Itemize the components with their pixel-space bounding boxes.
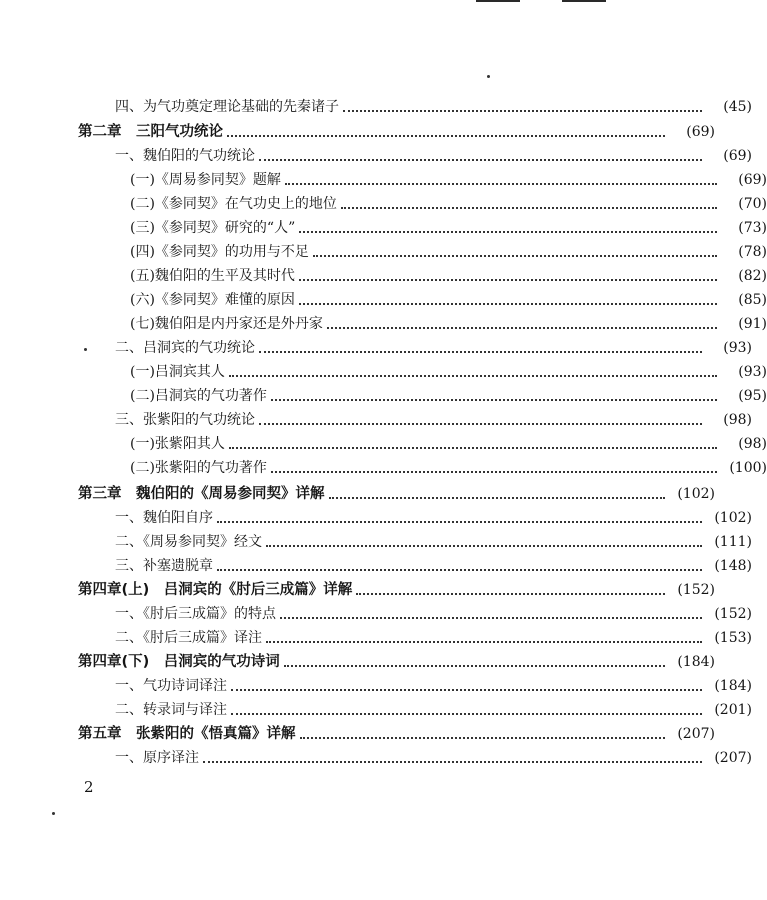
toc-entry-row — [0, 287, 767, 309]
toc-entry-title: 第四章(上) 吕洞宾的《肘后三成篇》详解 — [78, 582, 353, 598]
dot-leader — [229, 447, 717, 449]
toc-entry-title: 第四章(下) 吕洞宾的气功诗词 — [78, 654, 280, 670]
dot-leader — [229, 375, 717, 377]
toc-entry-page: (111) — [714, 534, 752, 550]
dot-leader — [271, 399, 717, 401]
scan-speck — [52, 812, 55, 815]
dot-leader — [231, 713, 702, 715]
toc-entry-page: (98) — [723, 412, 752, 428]
toc-entry-page: (148) — [714, 558, 752, 574]
toc-chapter-row — [0, 481, 715, 503]
toc-entry-row — [0, 239, 767, 261]
toc-entry-row — [0, 335, 752, 357]
toc-entry-page: (78) — [738, 244, 767, 260]
toc-entry-row — [0, 311, 767, 333]
scan-edge-mark-right — [562, 0, 606, 2]
dot-leader — [343, 110, 702, 112]
toc-entry-title: 一、魏伯阳的气功统论 — [115, 148, 255, 164]
toc-entry-title: 三、补塞遗脱章 — [115, 558, 213, 574]
toc-entry-page: (93) — [723, 340, 752, 356]
toc-entry-page: (184) — [714, 678, 752, 694]
dot-leader — [285, 183, 717, 185]
dot-leader — [217, 569, 702, 571]
dot-leader — [299, 279, 717, 281]
dot-leader — [284, 665, 665, 667]
dot-leader — [356, 593, 665, 595]
toc-entry-page: (70) — [738, 196, 767, 212]
toc-entry-row — [0, 529, 752, 551]
dot-leader — [313, 255, 717, 257]
toc-entry-title: 二、《肘后三成篇》译注 — [115, 630, 262, 646]
toc-entry-page: (45) — [723, 99, 752, 115]
toc-entry-title: 第三章 魏伯阳的《周易参同契》详解 — [78, 486, 325, 502]
toc-entry-row — [0, 505, 752, 527]
toc-entry-title: (四)《参同契》的功用与不足 — [130, 244, 309, 260]
toc-entry-title: 第五章 张紫阳的《悟真篇》详解 — [78, 726, 296, 742]
dot-leader — [327, 327, 717, 329]
toc-entry-page: (102) — [677, 486, 715, 502]
toc-entry-row — [0, 263, 767, 285]
toc-chapter-row — [0, 577, 715, 599]
toc-chapter-row — [0, 649, 715, 671]
dot-leader — [217, 521, 702, 523]
dot-leader — [227, 135, 665, 137]
toc-entry-title: 四、为气功奠定理论基础的先秦诸子 — [115, 99, 339, 115]
toc-entry-title: (五)魏伯阳的生平及其时代 — [130, 268, 295, 284]
toc-entry-page: (102) — [714, 510, 752, 526]
dot-leader — [300, 737, 666, 739]
toc-entry-row — [0, 553, 752, 575]
toc-entry-row — [0, 167, 767, 189]
toc-entry-row — [0, 407, 752, 429]
toc-entry-page: (69) — [738, 172, 767, 188]
toc-entry-row — [0, 359, 767, 381]
toc-entry-row — [0, 745, 752, 767]
toc-chapter-row — [0, 721, 715, 743]
toc-entry-page: (184) — [677, 654, 715, 670]
toc-entry-row — [0, 383, 767, 405]
toc-entry-row — [0, 697, 752, 719]
dot-leader — [266, 545, 702, 547]
dot-leader — [329, 497, 666, 499]
dot-leader — [231, 689, 702, 691]
toc-entry-row — [0, 191, 767, 213]
toc-entry-title: 二、吕洞宾的气功统论 — [115, 340, 255, 356]
dot-leader — [299, 231, 717, 233]
toc-entry-title: 二、转录词与译注 — [115, 702, 227, 718]
toc-entry-page: (69) — [686, 124, 715, 140]
toc-entry-page: (201) — [714, 702, 752, 718]
dot-leader — [259, 159, 702, 161]
toc-entry-title: 二、《周易参同契》经文 — [115, 534, 262, 550]
toc-entry-title: (二)吕洞宾的气功著作 — [130, 388, 267, 404]
dot-leader — [203, 761, 702, 763]
toc-entry-title: (六)《参同契》难懂的原因 — [130, 292, 295, 308]
page-number: 2 — [84, 778, 94, 796]
toc-entry-page: (152) — [677, 582, 715, 598]
scan-edge-mark-left — [476, 0, 520, 2]
toc-entry-row — [0, 673, 752, 695]
toc-entry-title: 一、魏伯阳自序 — [115, 510, 213, 526]
dot-leader — [341, 207, 717, 209]
dot-leader — [266, 641, 702, 643]
dot-leader — [259, 423, 702, 425]
toc-entry-title: (二)张紫阳的气功著作 — [130, 460, 267, 476]
toc-entry-title: (三)《参同契》研究的“人” — [130, 220, 296, 236]
toc-chapter-row — [0, 119, 715, 141]
toc-entry-title: (一)《周易参同契》题解 — [130, 172, 281, 188]
toc-entry-title: (一)吕洞宾其人 — [130, 364, 225, 380]
toc-entry-title: 三、张紫阳的气功统论 — [115, 412, 255, 428]
toc-entry-page: (82) — [738, 268, 767, 284]
toc-entry-page: (207) — [677, 726, 715, 742]
toc-entry-row — [0, 94, 752, 116]
dot-leader — [280, 617, 702, 619]
scan-speck — [487, 75, 490, 78]
toc-entry-page: (91) — [738, 316, 767, 332]
toc-entry-title: 第二章 三阳气功统论 — [78, 124, 223, 140]
dot-leader — [259, 351, 702, 353]
dot-leader — [271, 471, 717, 473]
toc-entry-page: (85) — [738, 292, 767, 308]
toc-entry-title: (二)《参同契》在气功史上的地位 — [130, 196, 337, 212]
toc-entry-row — [0, 431, 767, 453]
toc-entry-page: (73) — [738, 220, 767, 236]
toc-entry-page: (153) — [714, 630, 752, 646]
toc-entry-page: (152) — [714, 606, 752, 622]
toc-entry-page: (95) — [738, 388, 767, 404]
toc-entry-row — [0, 601, 752, 623]
toc-entry-title: 一、原序译注 — [115, 750, 199, 766]
toc-entry-title: 一、气功诗词译注 — [115, 678, 227, 694]
toc-entry-row — [0, 215, 767, 237]
toc-entry-title: (七)魏伯阳是内丹家还是外丹家 — [130, 316, 323, 332]
toc-entry-title: 一、《肘后三成篇》的特点 — [115, 606, 276, 622]
dot-leader — [299, 303, 717, 305]
toc-entry-row — [0, 143, 752, 165]
toc-entry-page: (207) — [714, 750, 752, 766]
toc-entry-title: (一)张紫阳其人 — [130, 436, 225, 452]
toc-entry-page: (98) — [738, 436, 767, 452]
toc-entry-row — [0, 455, 767, 477]
toc-entry-page: (69) — [723, 148, 752, 164]
toc-entry-page: (93) — [738, 364, 767, 380]
toc-entry-page: (100) — [729, 460, 767, 476]
toc-entry-row — [0, 625, 752, 647]
